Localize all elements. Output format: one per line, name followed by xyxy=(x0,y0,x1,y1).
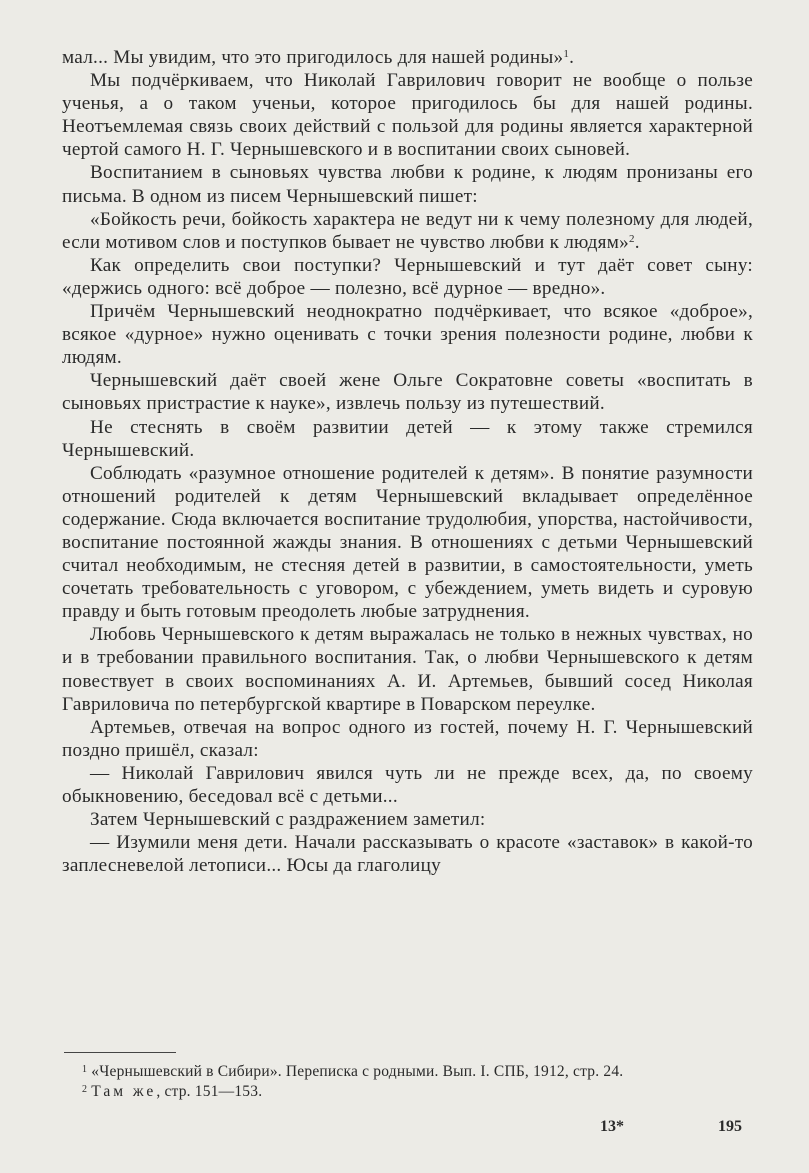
paragraph-2 xyxy=(62,69,753,161)
footnote-1 xyxy=(62,1062,753,1082)
paragraph-6 xyxy=(62,300,753,369)
paragraph-7 xyxy=(62,369,753,415)
page-number: 195 xyxy=(718,1118,742,1135)
footnote-divider xyxy=(64,1052,176,1053)
footnote-marker: 1 xyxy=(82,1064,88,1075)
paragraph-text: Любовь Чернышевского к детям выражалась не только в нежных чувствах, но и в требовании правильного воспитания. Так, о любви Чернышевского к детям повествует в своих воспоминаниях А. И. Артемьев, бывший сосед Николая Гавриловича по петербургской квартире в Поварском переулке. xyxy=(62,624,753,715)
footnote-text: , стр. 151—153. xyxy=(156,1082,263,1100)
paragraph-3 xyxy=(62,161,753,207)
footnote-ibid: Там же xyxy=(91,1082,157,1100)
printer-signature: 13* xyxy=(600,1118,624,1135)
paragraph-text: мал... Мы увидим, что это пригодилось для нашей родины» xyxy=(62,47,564,68)
body-text xyxy=(62,46,753,877)
paragraph-text: Воспитанием в сыновьях чувства любви к родине, к людям пронизаны его письма. В одном из писем Чернышевский пишет: xyxy=(62,162,753,207)
paragraph-1 xyxy=(62,46,753,69)
paragraph-text: — Изумили меня дети. Начали рассказывать о красоте «заставок» в какой-то заплесневелой летописи... Юсы да глаголицу xyxy=(62,832,753,877)
paragraph-text: Мы подчёркиваем, что Николай Гаврилович говорит не вообще о пользе ученья, а о таком ученьи, которое пригодилось бы для нашей родины. Неотъемлемая связь своих действий с пользой для родины является характерной чертой самого Н. Г. Чернышевского и в воспитании своих сыновей. xyxy=(62,70,753,161)
footnote-ref-1[interactable]: 1 xyxy=(563,48,570,60)
footnote-2 xyxy=(62,1082,753,1102)
footnote-text: «Чернышевский в Сибири». Переписка с родными. Вып. I. СПБ, 1912, стр. 24. xyxy=(91,1063,624,1080)
paragraph-text: Не стеснять в своём развитии детей — к этому также стремился Чернышевский. xyxy=(62,416,753,461)
paragraph-12 xyxy=(62,762,753,808)
paragraph-tail: . xyxy=(569,47,575,68)
footnote-marker: 2 xyxy=(82,1083,88,1095)
paragraph-4 xyxy=(62,208,753,254)
paragraph-text: Затем Чернышевский с раздражением заметил: xyxy=(90,809,486,831)
paragraph-14 xyxy=(62,831,753,877)
paragraph-text: «Бойкость речи, бойкость характера не ведут ни к чему полезному для людей, если мотивом слов и поступков бывает не чувство любви к людям» xyxy=(62,208,753,253)
paragraph-tail: . xyxy=(634,231,640,253)
paragraph-13 xyxy=(62,808,753,831)
paragraph-text: — Николай Гаврилович явился чуть ли не прежде всех, да, по своему обыкновению, беседовал всё с детьми... xyxy=(62,762,753,807)
paragraph-text: Чернышевский даёт своей жене Ольге Сократовне советы «воспитать в сыновьях пристрастие к науке», извлечь пользу из путешествий. xyxy=(62,370,753,415)
footnote-ref-2[interactable]: 2 xyxy=(628,232,635,245)
paragraph-text: Как определить свои поступки? Чернышевский и тут даёт совет сыну: «держись одного: всё доброе — полезно, всё дурное — вредно». xyxy=(62,254,753,299)
paragraph-11 xyxy=(62,716,753,762)
paragraph-text: Соблюдать «разумное отношение родителей к детям». В понятие разумности отношений родителей к детям Чернышевский вкладывает определённое содержание. Сюда включается воспитание трудолюбия, упорства, настойчивости, воспитание постоянной жажды знания. В отношениях с детьми Чернышевский считал необходимым, не стесняя детей в развитии, в самостоятельности, уметь сочетать требовательность с уговором, с убеждением, уметь видеть и суровую правду и быть готовым преодолеть любые затруднения. xyxy=(62,462,753,623)
paragraph-5 xyxy=(62,254,753,300)
footnotes xyxy=(62,1062,753,1101)
paragraph-9 xyxy=(62,462,753,624)
paragraph-text: Причём Чернышевский неоднократно подчёркивает, что всякое «доброе», всякое «дурное» нужно оценивать с точки зрения полезности родине, любви к людям. xyxy=(62,301,753,369)
paragraph-10 xyxy=(62,623,753,715)
paragraph-text: Артемьев, отвечая на вопрос одного из гостей, почему Н. Г. Чернышевский поздно пришёл, сказал: xyxy=(62,716,753,761)
paragraph-8 xyxy=(62,416,753,462)
